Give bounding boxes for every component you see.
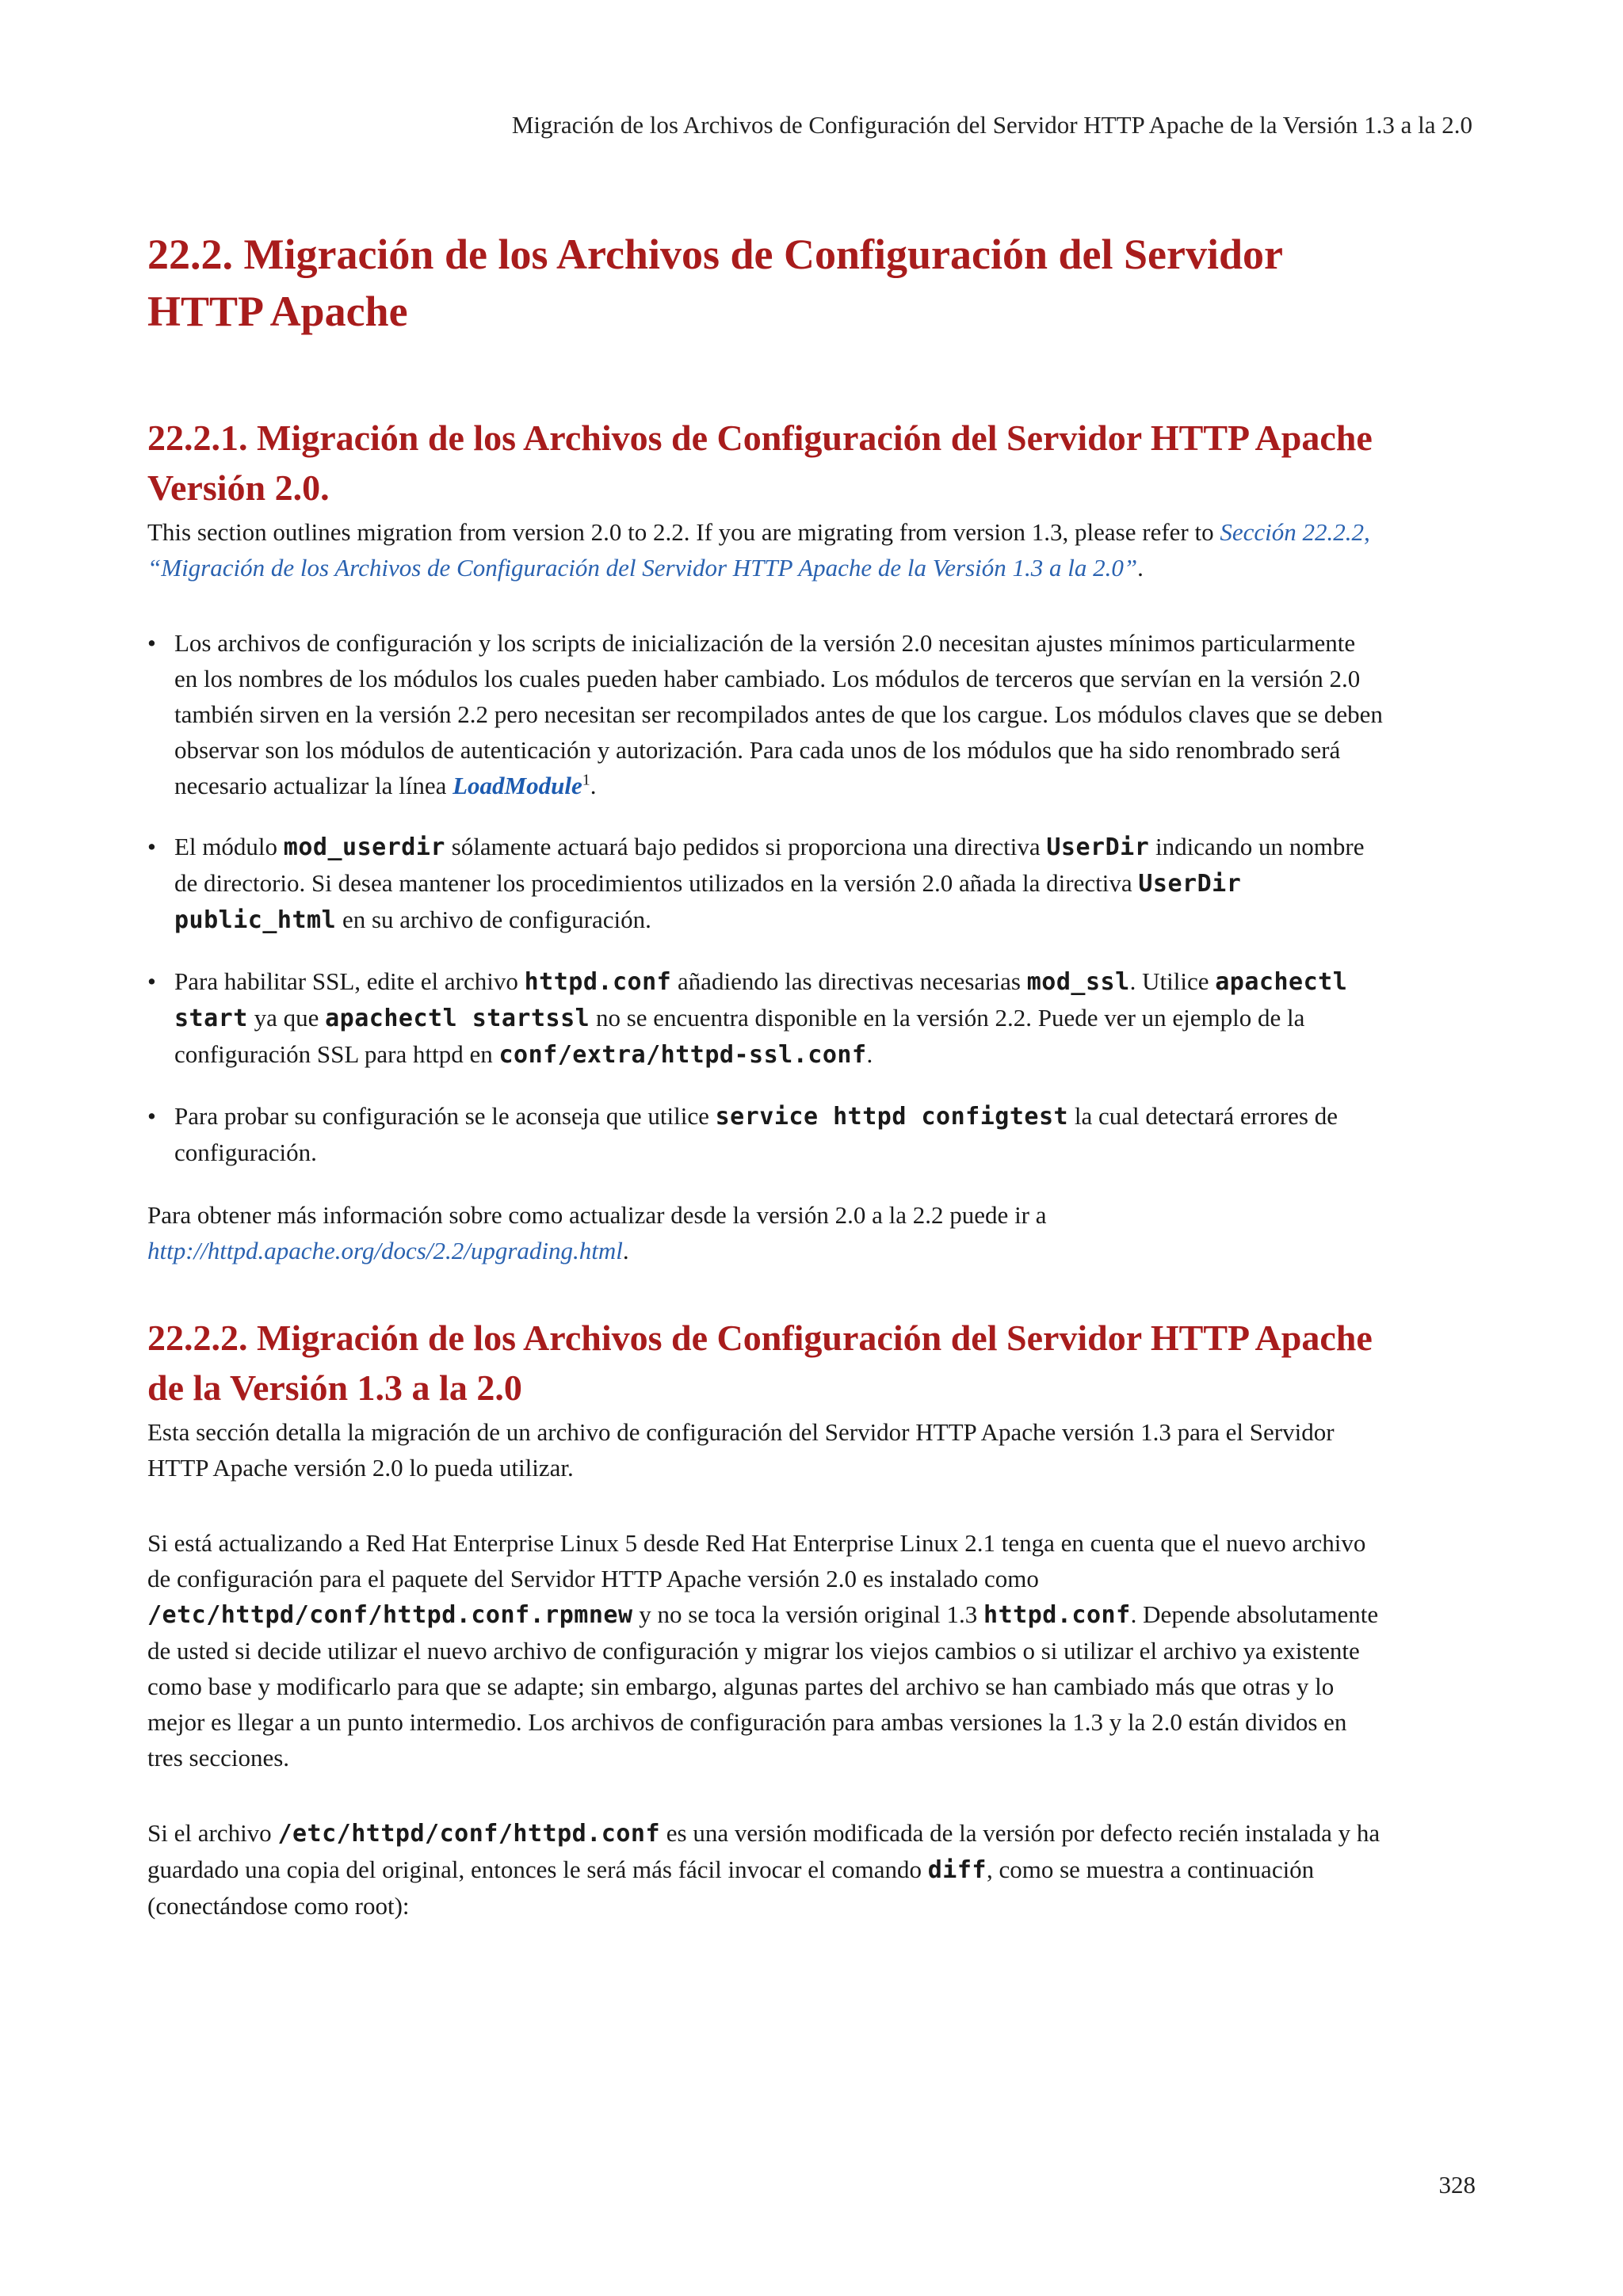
code-term: UserDir public_html bbox=[174, 870, 1242, 934]
bullet-icon: • bbox=[147, 967, 156, 995]
page-number: 328 bbox=[1438, 2171, 1476, 2199]
paragraph: Esta sección detalla la migración de un archivo de configuración del Servidor HTTP Apache versión 1.3 para el Servidor HTTP Apache versión 2.0 lo pueda utilizar. bbox=[147, 1418, 1335, 1482]
list-item: • Para habilitar SSL, edite el archivo httpd.conf añadiendo las directivas necesarias mod_ssl. Utilice apachectl start ya que apachectl startssl no se encuentra disponible en la versión 2.2. Puede ver un ejemplo de la configuración SSL para httpd en conf/extra/httpd-ssl.conf. bbox=[147, 963, 1384, 1073]
section-crossref-link[interactable]: Sección 22.2.2, “Migración de los Archivos de Configuración del Servidor HTTP Apache de la Versión 1.3 a la 2.0” bbox=[147, 518, 1370, 582]
code-term: /etc/httpd/conf/httpd.conf bbox=[277, 1820, 661, 1848]
code-term: mod_ssl bbox=[1026, 968, 1130, 996]
code-term: diff bbox=[927, 1856, 987, 1884]
list-item: • Los archivos de configuración y los scripts de inicialización de la versión 2.0 necesitan ajustes mínimos particularmente en los nombres de los módulos los cuales pueden haber cambiado. Los módulos de terceros que servían en la versión 2.0 también sirven en la versión 2.2 pero necesitan ser recompilados antes de que los cargue. Los módulos claves que se deben observar son los módulos de autenticación y autorización. Para cada unos de los módulos que ha sido renombrado será necesario actualizar la línea LoadModule$^1$. bbox=[147, 625, 1384, 803]
code-term: service httpd configtest bbox=[715, 1103, 1069, 1131]
upgrading-url-link[interactable]: http://httpd.apache.org/docs/2.2/upgrading.html bbox=[147, 1237, 623, 1264]
migration-notes-list bbox=[147, 625, 1384, 1170]
section-title: 22.2. Migración de los Archivos de Configuración del Servidor HTTP Apache bbox=[147, 231, 1283, 335]
list-item: • Para probar su configuración se le aconseja que utilice service httpd configtest la cual detectará errores de configuración. bbox=[147, 1098, 1384, 1170]
code-term: apachectl startssl bbox=[325, 1005, 590, 1032]
paragraph: Si el archivo /etc/httpd/conf/httpd.conf es una versión modificada de la versión por defecto recién instalada y ha guardado una copia del original, entonces le será más fácil invocar el comando diff, como se muestra a continuación (conectándose como root): bbox=[147, 1819, 1381, 1920]
footnote-ref[interactable]: 1 bbox=[582, 771, 590, 789]
paragraph: Si está actualizando a Red Hat Enterprise Linux 5 desde Red Hat Enterprise Linux 2.1 tenga en cuenta que el nuevo archivo de configuración para el paquete del Servidor HTTP Apache versión 2.0 es instalado como /etc/httpd/conf/httpd.conf.rpmnew y no se toca la versión original 1.3 httpd.conf. Depende absolutamente de usted si decide utilizar el nuevo archivo de configuración y migrar los viejos cambios o si utilizar el archivo ya existente como base y modificarlo para que se adapte; sin embargo, algunas partes del archivo se han cambiado más que otras y lo mejor es llegar a un punto intermedio. Los archivos de configuración para ambas versiones la 1.3 y la 2.0 están dividos en tres secciones. bbox=[147, 1529, 1379, 1772]
intro-paragraph: This section outlines migration from version 2.0 to 2.2. If you are migrating from version 1.3, please refer to Sección 22.2.2, “Migración de los Archivos de Configuración del Servidor HTTP Apache de la Versión 1.3 a la 2.0”. bbox=[147, 518, 1370, 582]
bullet-icon: • bbox=[147, 833, 156, 860]
subsection-title-1: 22.2.1. Migración de los Archivos de Configuración del Servidor HTTP Apache Versión 2.0. bbox=[147, 418, 1373, 508]
subsection-title-2: 22.2.2. Migración de los Archivos de Configuración del Servidor HTTP Apache de la Versión 1.3 a la 2.0 bbox=[147, 1318, 1373, 1408]
bullet-icon: • bbox=[147, 629, 156, 657]
code-term: httpd.conf bbox=[983, 1601, 1131, 1629]
running-header: Migración de los Archivos de Configuración del Servidor HTTP Apache de la Versión 1.3 a la 2.0 bbox=[511, 111, 1472, 139]
loadmodule-link[interactable]: LoadModule bbox=[453, 772, 582, 799]
page-content bbox=[147, 226, 1384, 1924]
code-term: apachectl start bbox=[174, 968, 1348, 1032]
code-term: UserDir bbox=[1046, 833, 1150, 861]
code-term: mod_userdir bbox=[283, 833, 445, 861]
outro-paragraph: Para obtener más información sobre como actualizar desde la versión 2.0 a la 2.2 puede ir a http://httpd.apache.org/docs/2.2/upgrading.html. bbox=[147, 1201, 1047, 1264]
code-term: conf/extra/httpd-ssl.conf bbox=[498, 1041, 867, 1069]
list-item: • El módulo mod_userdir sólamente actuará bajo pedidos si proporciona una directiva UserDir indicando un nombre de directorio. Si desea mantener los procedimientos utilizados en la versión 2.0 añada la directiva UserDir public_html en su archivo de configuración. bbox=[147, 829, 1384, 938]
code-term: /etc/httpd/conf/httpd.conf.rpmnew bbox=[147, 1601, 633, 1629]
bullet-icon: • bbox=[147, 1102, 156, 1130]
code-term: httpd.conf bbox=[524, 968, 672, 996]
